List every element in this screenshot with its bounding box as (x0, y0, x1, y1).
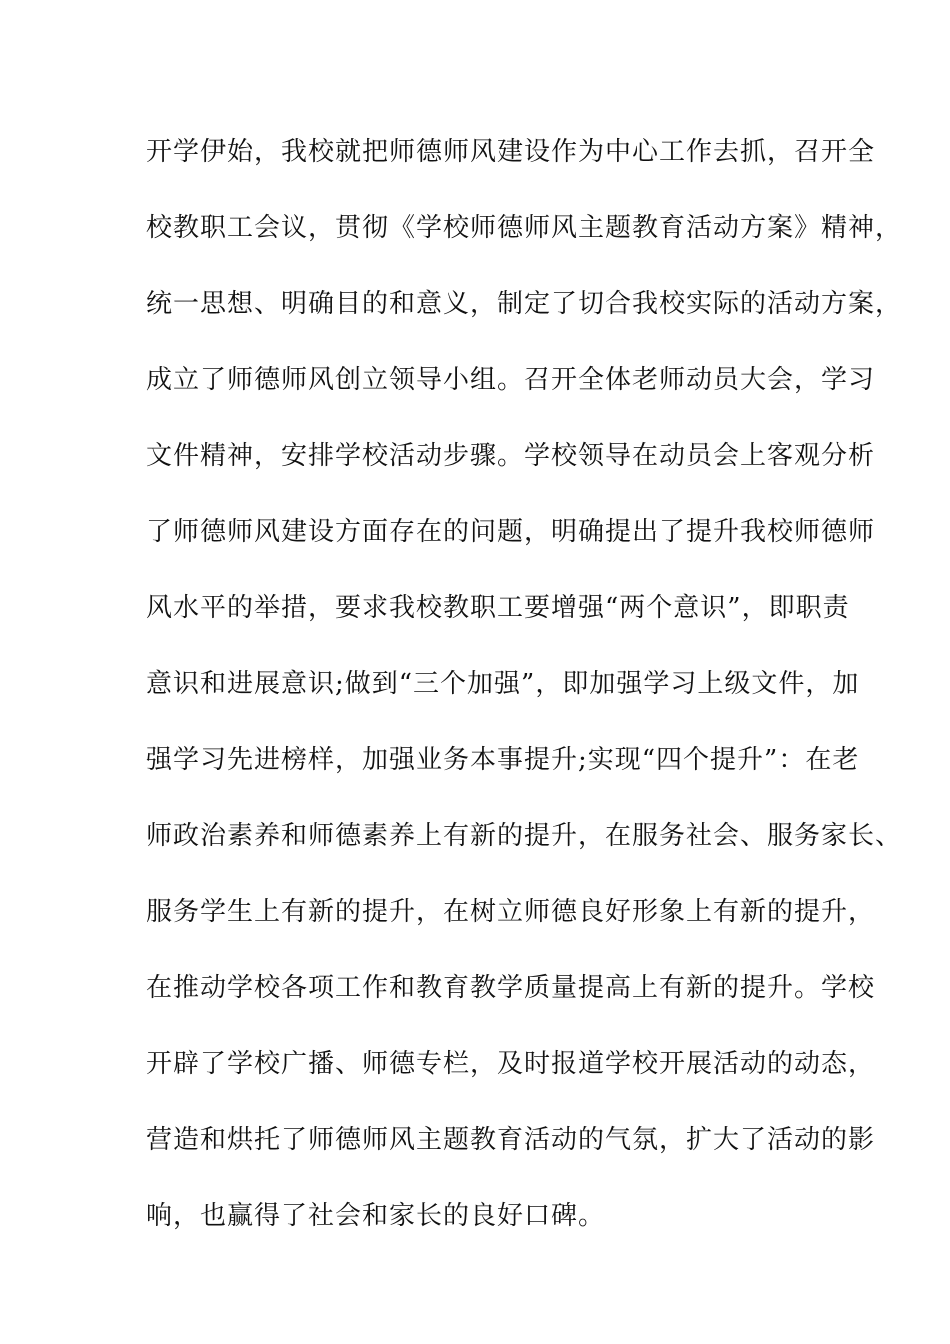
text-line: 服务学生上有新的提升，在树立师德良好形象上有新的提升， (146, 897, 876, 927)
text-line: 文件精神，安排学校活动步骤。学校领导在动员会上客观分析 (146, 441, 876, 471)
text-line: 师政治素养和师德素养上有新的提升，在服务社会、服务家长、 (146, 821, 903, 851)
text-line: 了师德师风建设方面存在的问题，明确提出了提升我校师德师 (146, 517, 876, 547)
text-line: 营造和烘托了师德师风主题教育活动的气氛，扩大了活动的影 (146, 1125, 876, 1155)
text-line: 校教职工会议，贯彻《学校师德师风主题教育活动方案》精神， (146, 213, 903, 243)
text-line: 成立了师德师风创立领导小组。召开全体老师动员大会，学习 (146, 365, 876, 395)
document-body-paragraph (146, 132, 903, 1272)
text-line: 开学伊始，我校就把师德师风建设作为中心工作去抓，召开全 (146, 137, 876, 167)
text-line: 开辟了学校广播、师德专栏，及时报道学校开展活动的动态， (146, 1049, 876, 1079)
text-line: 在推动学校各项工作和教育教学质量提高上有新的提升。学校 (146, 973, 876, 1003)
text-line: 统一思想、明确目的和意义，制定了切合我校实际的活动方案， (146, 289, 903, 319)
text-line: 意识和进展意识;做到“三个加强”，即加强学习上级文件，加 (146, 669, 860, 699)
text-line: 风水平的举措，要求我校教职工要增强“两个意识”，即职责 (146, 593, 850, 623)
text-line: 响，也赢得了社会和家长的良好口碑。 (146, 1201, 606, 1231)
text-line: 强学习先进榜样，加强业务本事提升;实现“四个提升”：在老 (146, 745, 860, 775)
